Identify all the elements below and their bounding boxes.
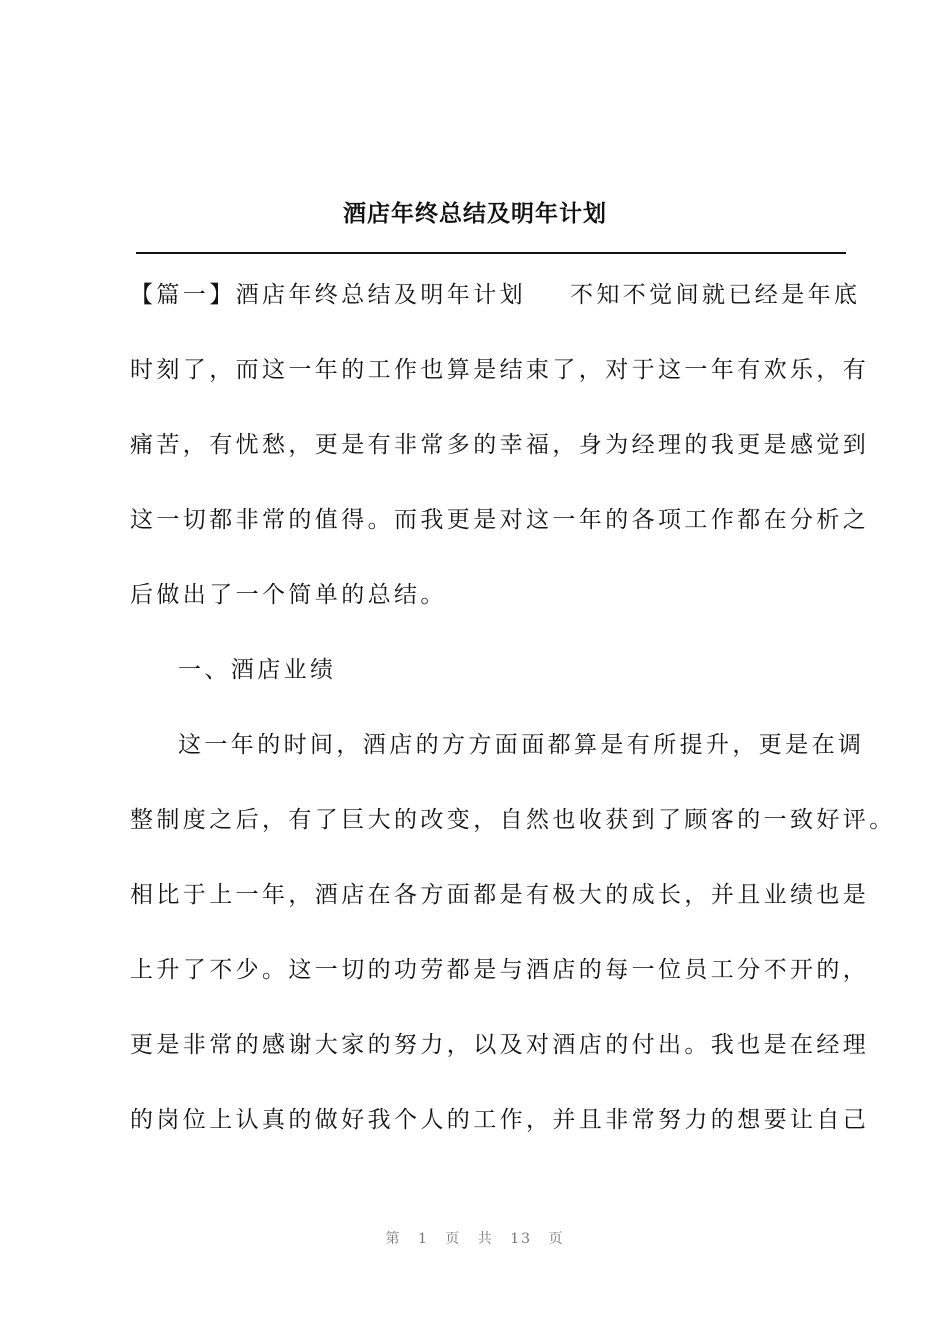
paragraph-line [130, 272, 861, 347]
paragraph-line: 痛苦，有忧愁，更是有非常多的幸福，身为经理的我更是感觉到 [130, 432, 870, 458]
title-divider [136, 252, 846, 254]
paragraph-line: 这一年的时间，酒店的方方面面都算是有所提升，更是在调 [178, 732, 865, 758]
paragraph-line: 更是非常的感谢大家的努力，以及对酒店的付出。我也是在经理 [130, 1032, 870, 1058]
paragraph-line: 的岗位上认真的做好我个人的工作，并且非常努力的想要让自己 [130, 1107, 870, 1133]
paragraph-text: 不知不觉间就已经是年底 [570, 282, 861, 308]
paragraph-line: 时刻了，而这一年的工作也算是结束了，对于这一年有欢乐，有 [130, 357, 870, 383]
paragraph-line: 后做出了一个简单的总结。 [130, 582, 447, 608]
chapter-heading: 【篇一】酒店年终总结及明年计划 [130, 282, 526, 308]
paragraph-line: 这一切都非常的值得。而我更是对这一年的各项工作都在分析之 [130, 507, 870, 533]
document-body [130, 272, 896, 1172]
paragraph-line: 整制度之后，有了巨大的改变，自然也收获到了顾客的一致好评。 [130, 807, 896, 833]
paragraph-line: 相比于上一年，酒店在各方面都是有极大的成长，并且业绩也是 [130, 882, 870, 908]
document-title: 酒店年终总结及明年计划 [343, 200, 607, 227]
section-heading: 一、酒店业绩 [178, 657, 337, 683]
page-number: 第 1 页 共 13 页 [385, 1231, 565, 1247]
paragraph-line: 上升了不少。这一切的功劳都是与酒店的每一位员工分不开的， [130, 957, 870, 983]
